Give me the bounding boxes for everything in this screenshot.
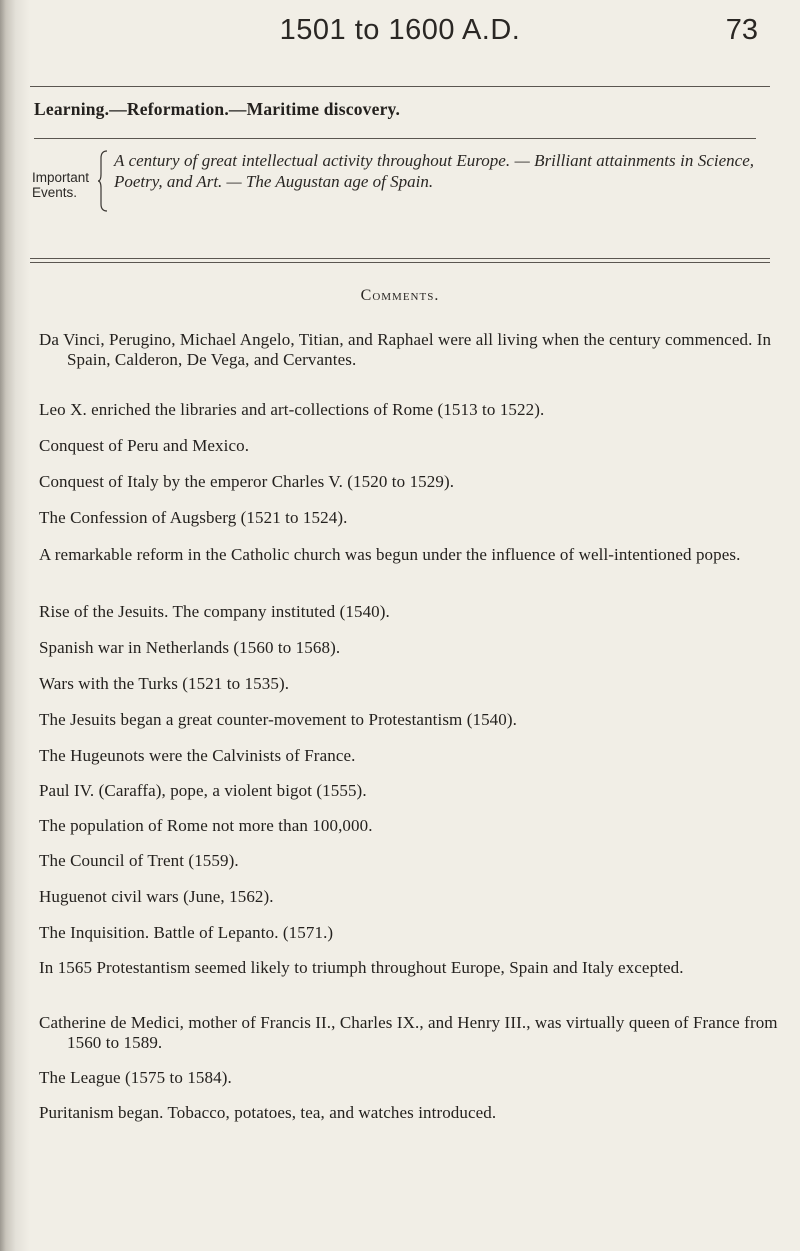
list-item: Spanish war in Netherlands (1560 to 1568). xyxy=(39,638,341,657)
list-item: The Jesuits began a great counter-movement to Protestantism (1540). xyxy=(39,710,517,729)
list-item: Wars with the Turks (1521 to 1535). xyxy=(39,674,290,693)
binding-edge xyxy=(0,0,30,1251)
list-item: Catherine de Medici, mother of Francis II., Charles IX., and Henry III., was virtually queen of France from 1560 to 1589. xyxy=(39,1013,778,1052)
book-page xyxy=(30,0,778,1251)
list-item: Da Vinci, Perugino, Michael Angelo, Titian, and Raphael were all living when the century commenced. In Spain, Calderon, De Vega, and Cervantes. xyxy=(39,330,772,369)
list-item: Leo X. enriched the libraries and art-collections of Rome (1513 to 1522). xyxy=(39,400,545,419)
list-item: The League (1575 to 1584). xyxy=(39,1068,232,1087)
list-item: Rise of the Jesuits. The company instituted (1540). xyxy=(39,602,390,621)
list-item: The population of Rome not more than 100,000. xyxy=(39,816,373,835)
brace-icon xyxy=(98,150,108,212)
list-item: Conquest of Peru and Mexico. xyxy=(39,436,250,455)
important-events-label: Important Events. xyxy=(32,170,90,200)
list-item: Conquest of Italy by the emperor Charles V. (1520 to 1529). xyxy=(39,472,455,491)
list-item: A remarkable reform in the Catholic church was begun under the influence of well-intentioned popes. xyxy=(39,545,741,564)
header-rule xyxy=(30,86,770,87)
list-item: The Hugeunots were the Calvinists of France. xyxy=(39,746,356,765)
list-item: The Inquisition. Battle of Lepanto. (1571.) xyxy=(39,923,334,942)
list-item: The Confession of Augsberg (1521 to 1524). xyxy=(39,508,348,527)
topic-rule xyxy=(34,138,756,139)
comments-heading: Comments. xyxy=(360,287,440,304)
list-item: Paul IV. (Caraffa), pope, a violent bigot (1555). xyxy=(39,781,367,800)
running-header xyxy=(30,14,770,54)
double-rule-top xyxy=(30,258,770,259)
list-item: Puritanism began. Tobacco, potatoes, tea, and watches introduced. xyxy=(39,1103,497,1122)
page-title: 1501 to 1600 A.D. xyxy=(279,14,521,46)
list-item: The Council of Trent (1559). xyxy=(39,851,239,870)
list-item: Huguenot civil wars (June, 1562). xyxy=(39,887,274,906)
important-events-text: A century of great intellectual activity throughout Europe. — Brilliant attainments in Science, Poetry, and Art. — The Augustan age of Spain. xyxy=(114,151,754,191)
page-number: 73 xyxy=(725,14,758,46)
topic-line: Learning.—Reformation.—Maritime discovery. xyxy=(34,99,401,119)
list-item: In 1565 Protestantism seemed likely to triumph throughout Europe, Spain and Italy excepted. xyxy=(39,958,684,977)
double-rule-bottom xyxy=(30,262,770,263)
